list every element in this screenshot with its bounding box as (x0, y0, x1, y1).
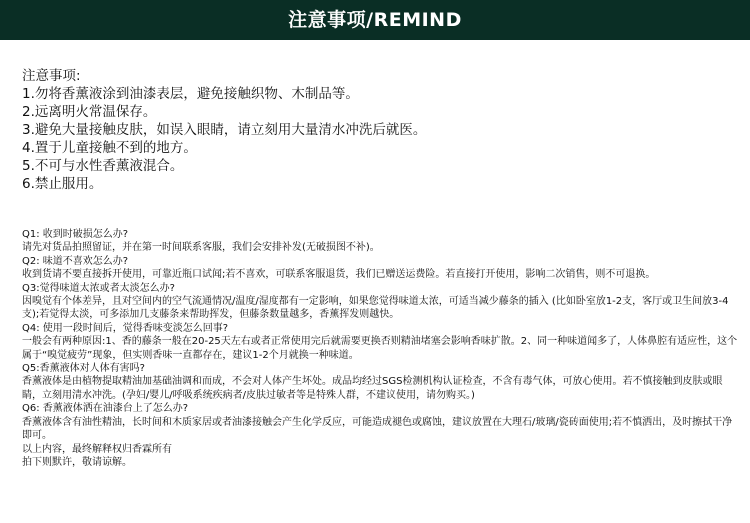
notes-item: 1.勿将香薰液涂到油漆表层，避免接触织物、木制品等。 (22, 86, 359, 102)
notes-item: 5.不可与水性香薰液混合。 (22, 158, 184, 174)
faq-answer: 请先对货品拍照留证，并在第一时间联系客服，我们会安排补发(无破损图不补)。 (22, 242, 380, 254)
notes-item: 6.禁止服用。 (22, 176, 103, 192)
notes-section (22, 67, 737, 193)
banner-title: 注意事项/REMIND (288, 8, 462, 31)
faq-section (22, 228, 740, 469)
title-banner (0, 0, 750, 40)
faq-answer: 一般会有两种原因:1、香的藤条一般在20-25天左右或者正常使用完后就需要更换否则精油堵塞会影响香味扩散。2、同一种味道闻多了，人体鼻腔有适应性，这个属于“嗅觉疲劳”现象，但实则香味一直都存在，建议1-2个月就换一种味道。 (22, 336, 738, 361)
faq-question: Q5:香薰液体对人体有害吗? (22, 363, 145, 375)
faq-answer: 香薰液体含有油性精油，长时间和木质家居或者油漆接触会产生化学反应，可能造成褪色或腐蚀，建议放置在大理石/玻璃/瓷砖面使用;若不慎洒出，及时擦拭干净即可。 (22, 416, 733, 442)
faq-question: Q3:觉得味道太浓或者太淡怎么办? (22, 282, 175, 294)
footer-line: 拍下则默许，敬请谅解。 (22, 456, 132, 468)
notes-item: 4.置于儿童接触不到的地方。 (22, 140, 197, 156)
faq-question: Q4: 使用一段时间后，觉得香味变淡怎么回事? (22, 322, 229, 334)
faq-question: Q1: 收到时破损怎么办? (22, 229, 129, 240)
faq-answer: 收到货请不要直接拆开使用，可靠近瓶口试闻;若不喜欢，可联系客服退货，我们已赠送运费险。若直接打开使用，影响二次销售，则不可退换。 (22, 269, 656, 281)
faq-answer: 香薰液体是由植物提取精油加基础油调和而成，不会对人体产生坏处。成品均经过SGS检测机构认证检查，不含有毒气体，可放心使用。若不慎接触到皮肤或眼睛，立刻用清水冲洗。(孕妇/婴儿/呼吸系统疾病者/皮肤过敏者等是特殊人群，不建议使用，请勿购买。) (22, 376, 723, 401)
faq-question: Q6: 香薰液体洒在油漆台上了怎么办? (22, 403, 189, 415)
footer-line: 以上内容，最终解释权归香霖所有 (22, 443, 172, 455)
notes-item: 2.远离明火常温保存。 (22, 104, 157, 120)
faq-question: Q2: 味道不喜欢怎么办? (22, 255, 129, 267)
faq-answer: 因嗅觉有个体差异，且对空间内的空气流通情况/温度/湿度都有一定影响，如果您觉得味道太浓，可适当减少藤条的插入 (比如卧室放1-2支，客厅或卫生间放3-4支);若觉得太淡，可多添加几支藤条来帮助挥发，但藤条数量越多，香薰挥发则越快。 (22, 296, 729, 321)
notes-item: 3.避免大量接触皮肤，如误入眼睛，请立刻用大量清水冲洗后就医。 (22, 122, 427, 138)
notes-heading: 注意事项: (22, 68, 81, 84)
